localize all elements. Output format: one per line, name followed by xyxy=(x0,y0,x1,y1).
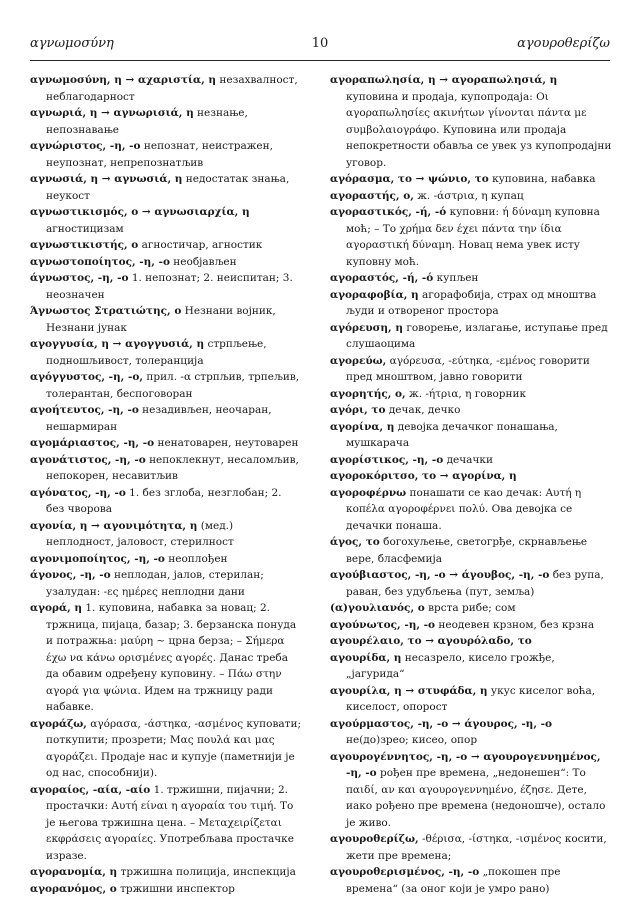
headword: αγονάτιστος, -η, -ο xyxy=(30,453,146,466)
header-left-guideword: αγνωμοσύνη xyxy=(30,36,114,51)
definition: богохуљење, светогрђе, скрнављење вере, бласфемија xyxy=(346,536,588,565)
definition: куповина и продаја, купопродаја: Οι αγοραπωλησίες ακινήτων γίνονται πάντα με συμβολαιογράφο. Куповина или продаја непокретности обавља се увек уз купопродајни уговор. xyxy=(346,90,612,169)
headword: αγοραφοβία, η xyxy=(330,288,419,301)
right-column xyxy=(330,72,612,897)
definition: неоплођен xyxy=(168,552,228,565)
headword: αγόρι, το xyxy=(330,404,386,416)
dictionary-entry xyxy=(30,270,302,303)
definition: дечачки xyxy=(446,453,493,466)
page-header xyxy=(30,36,610,56)
definition: 1. куповина, набавка за новац; 2. тржница, пијаца, базар; 3. берзанска понуда и потражња: μαύρη ~ црна берза; – Σήμερα έχω να κάνω ορισμένες αγορές. Данас треба да обавим одређену куповину. – Πάω στην αγορά για ψώνια. Идем на тржницу ради набавке. xyxy=(46,602,297,713)
definition: 1. непознат; 2. неиспитан; 3. неозначен xyxy=(46,272,293,301)
dictionary-entry xyxy=(330,716,612,749)
dictionary-entry xyxy=(330,468,612,485)
dictionary-entry xyxy=(330,567,612,600)
dictionary-entry xyxy=(30,72,302,105)
definition: агорафобија, страх од мноштва људи и отвореног простора xyxy=(346,288,597,317)
dictionary-entry xyxy=(30,864,302,881)
dictionary-entry xyxy=(30,716,302,782)
definition: -θέρισα, -ίστηκα, -ισμένος косити, жети пре времена; xyxy=(346,833,607,862)
headword: αγνώριστος, -η, -ο xyxy=(30,140,141,152)
dictionary-entry xyxy=(30,485,302,518)
definition: девојка дечачког понашања, мушкарача xyxy=(346,420,558,449)
dictionary-entry xyxy=(330,287,612,320)
headword: αγόρασμα, το → ψώνιο, το xyxy=(330,173,489,185)
definition: непознат, неистражен, неупознат, непрепознатљив xyxy=(46,140,273,169)
dictionary-entry xyxy=(330,534,612,567)
headword: αγουρίλα, η → στυφάδα, η xyxy=(330,684,488,697)
dictionary-entry xyxy=(30,171,302,204)
dictionary-entry xyxy=(330,864,612,897)
headword: αγορανόμος, ο xyxy=(30,882,117,895)
headword: αγοραστής, ο, xyxy=(330,189,414,202)
definition: ненатоварен, неутоварен xyxy=(157,437,299,449)
definition: αγόρευσα, -εύτηκα, -εμένος говорити пред мноштвом, јавно говорити xyxy=(346,354,590,383)
dictionary-entry xyxy=(30,452,302,485)
definition: неодевен крзном, без крзна xyxy=(438,618,595,631)
definition: тржишна полиција, инспекција xyxy=(120,866,296,878)
headword: αγόγγυστος, -η, -ο, xyxy=(30,371,143,383)
headword: αγομάριαστος, -η, -ο xyxy=(30,437,155,449)
headword: αγουρογέννητος, -η, -ο → αγουρογεννημένος, -η, -ο xyxy=(330,750,601,779)
dictionary-entry xyxy=(30,336,302,369)
headword: αγορεύω, xyxy=(330,354,387,367)
definition: агностицизам xyxy=(46,222,124,235)
headword: αγνωστικιστής, ο xyxy=(30,239,139,251)
definition: недостатак знања, неукост xyxy=(46,173,290,202)
definition: дечак, дечко xyxy=(388,404,461,416)
dictionary-entry xyxy=(330,485,612,535)
dictionary-entry xyxy=(30,881,302,898)
definition: укус киселог воћа, киселост, опорост xyxy=(346,684,596,713)
dictionary-entry xyxy=(30,369,302,402)
headword: αγνωσιά, η → αγνωσιά, η xyxy=(30,173,183,185)
definition: несазрело, кисело грожђе, „јагурида“ xyxy=(346,651,555,680)
dictionary-entry xyxy=(30,600,302,716)
headword: αγουρίδα, η xyxy=(330,651,402,664)
definition: необјављен xyxy=(173,255,237,268)
dictionary-entry xyxy=(330,419,612,452)
headword: αγνωριά, η → αγνωρισιά, η xyxy=(30,107,194,119)
headword: αγορανομία, η xyxy=(30,866,118,878)
headword: αγονιμοποίητος, -η, -ο xyxy=(30,552,165,565)
dictionary-entry xyxy=(30,551,302,568)
headword: αγόνατος, -η, -ο xyxy=(30,486,126,499)
dictionary-entry xyxy=(330,650,612,683)
definition: рођен пре времена, „недонешен“: Το παιδί, αν και αγουρογεννημένο, έζησε. Дете, иако рођено пре времена (недоношче), остало је живо. xyxy=(346,767,606,829)
headword: αγορίστικος, -η, -ο xyxy=(330,453,444,466)
definition: куповни: ή δύναμη куповна моћ; – Το χρήμα δεν έχει πάντα την ίδια αγοραστική δύναμη. Новац нема увек исту куповну моћ. xyxy=(346,206,600,268)
headword: άγνωστος, -η, -ο xyxy=(30,272,129,284)
headword: αγονία, η → αγονιμότητα, η xyxy=(30,519,198,532)
headword: αγοραίος, -αία, -αίο xyxy=(30,783,151,796)
definition: говорење, излагање, иступање пред слушаоцима xyxy=(346,321,608,350)
definition: незадивљен, неочаран, нешармиран xyxy=(46,404,272,433)
definition: без рупа, раван, без удубљења (пут, земља) xyxy=(346,569,604,598)
headword: αγοήτευτος, -η, -ο xyxy=(30,404,139,416)
headword: αγουροθερίζω, xyxy=(330,833,419,845)
dictionary-entry xyxy=(30,204,302,237)
dictionary-entry xyxy=(330,204,612,270)
dictionary-entry xyxy=(330,683,612,716)
headword: αγούβιαστος, -η, -ο → άγουβος, -η, -ο xyxy=(330,569,550,581)
definition: агностичар, агностик xyxy=(141,239,263,251)
dictionary-entry xyxy=(330,617,612,634)
headword: αγνωμοσύνη, η → αχαριστία, η xyxy=(30,74,217,86)
headword: αγοροφέρνω xyxy=(330,486,407,499)
dictionary-entry xyxy=(30,237,302,254)
left-column xyxy=(30,72,302,897)
dictionary-entry xyxy=(330,600,612,617)
headword: αγοραστός, -ή, -ό xyxy=(330,272,434,284)
headword: άγος, το xyxy=(330,536,380,548)
definition: ж. -ήτρια, η говорник xyxy=(409,387,527,400)
headword: αγουρέλαιο, το → αγουρόλαδο, το xyxy=(330,635,532,647)
headword: αγνωστικισμός, ο → αγνωσιαρχία, η xyxy=(30,206,250,218)
dictionary-entry xyxy=(330,171,612,188)
definition: купљен xyxy=(436,272,479,284)
definition: врста рибе; сом xyxy=(428,602,516,614)
dictionary-entry xyxy=(330,452,612,469)
definition: стрпљење, подношљивост, толеранција xyxy=(46,338,267,367)
dictionary-entry xyxy=(30,782,302,865)
definition: не(до)зрео; кисео, опор xyxy=(346,734,478,746)
headword: αγοροκόριτσο, το → αγορίνα, η xyxy=(330,470,517,482)
definition: 1. без зглоба, незглобан; 2. без чворова xyxy=(46,486,282,515)
definition: прил. -α стрпљив, трпељив, толерантан, беспоговоран xyxy=(46,371,300,400)
headword: (α)γουλιανός, ο xyxy=(330,602,425,614)
definition: незнање, непознавање xyxy=(46,107,248,136)
headword: αγόρευση, η xyxy=(330,321,403,334)
dictionary-entry xyxy=(30,138,302,171)
definition: ж. -άστρια, η купац xyxy=(417,189,524,202)
definition: понашати се као дечак: Αυτή η κοπέλα αγοροφέρνει πολύ. Ова девојка се дечачки понаша. xyxy=(346,486,582,532)
dictionary-entry xyxy=(330,831,612,864)
definition: куповина, набавка xyxy=(492,173,596,185)
dictionary-entry xyxy=(330,386,612,403)
definition: неплодан, јалов, стерилан; узалудан: -ες ημέρες неплодни дани xyxy=(46,569,264,598)
header-right-guideword: αγουροθερίζω xyxy=(517,36,610,51)
dictionary-entry xyxy=(330,402,612,419)
definition: 1. тржишни, пијачни; 2. простачки: Αυτή είναι η αγοραία του τιμή. То је његова тржишна цена. – Μεταχειρίζεται εκφράσεις αγοραίες. Употребљава простачке изразе. xyxy=(46,783,294,862)
headword: άγονος, -η, -ο xyxy=(30,569,111,581)
dictionary-entry xyxy=(330,320,612,353)
definition: тржишни инспектор xyxy=(120,882,235,895)
headword: αγορίνα, η xyxy=(330,420,395,433)
headword: Άγνωστος Στρατιώτης, ο xyxy=(30,305,182,317)
dictionary-entry xyxy=(30,567,302,600)
headword: αγορητής, ο, xyxy=(330,387,406,400)
headword: αγοράζω, xyxy=(30,717,87,730)
dictionary-entry xyxy=(330,353,612,386)
page-number: 10 xyxy=(311,36,329,51)
definition: непоклекнут, несаломљив, непокорен, несавитљив xyxy=(46,453,299,482)
headword: αγορά, η xyxy=(30,602,83,614)
dictionary-entry xyxy=(30,303,302,336)
headword: αγοραστικός, -ή, -ό xyxy=(330,206,447,218)
dictionary-entry xyxy=(30,254,302,271)
dictionary-entry xyxy=(330,749,612,832)
definition: Незнани војник, Незнани јунак xyxy=(46,305,276,334)
dictionary-entry xyxy=(330,188,612,205)
definition: „покошен пре времена“ (за оног који је умро рано) xyxy=(346,866,561,895)
dictionary-entry xyxy=(330,633,612,650)
dictionary-entry xyxy=(30,402,302,435)
dictionary-entry xyxy=(330,72,612,171)
headword: αγούνωτος, -η, -ο xyxy=(330,618,436,631)
definition: αγόρασα, -άστηκα, -ασμένος куповати; поткупити; прозрети; Μας πουλά και μας αγοράζει. Продаје нас и купује (паметнији је од нас, способнији). xyxy=(46,717,301,779)
definition: (мед.) неплодност, јаловост, стерилност xyxy=(46,519,234,548)
header-rule xyxy=(30,60,610,61)
headword: αγουροθερισμένος, -η, -ο xyxy=(330,866,480,878)
dictionary-entry xyxy=(30,518,302,551)
headword: αγογγυσία, η → αγογγυσιά, η xyxy=(30,338,205,350)
dictionary-entry xyxy=(30,105,302,138)
definition: незахвалност, неблагодарност xyxy=(46,74,298,103)
headword: αγοραπωλησία, η → αγοραπωλησιά, η xyxy=(330,74,558,86)
headword: αγνωστοποίητος, -η, -ο xyxy=(30,255,170,268)
dictionary-entry xyxy=(30,435,302,452)
headword: αγούρμαστος, -η, -ο → άγουρος, -η, -ο xyxy=(330,717,552,730)
dictionary-entry xyxy=(330,270,612,287)
